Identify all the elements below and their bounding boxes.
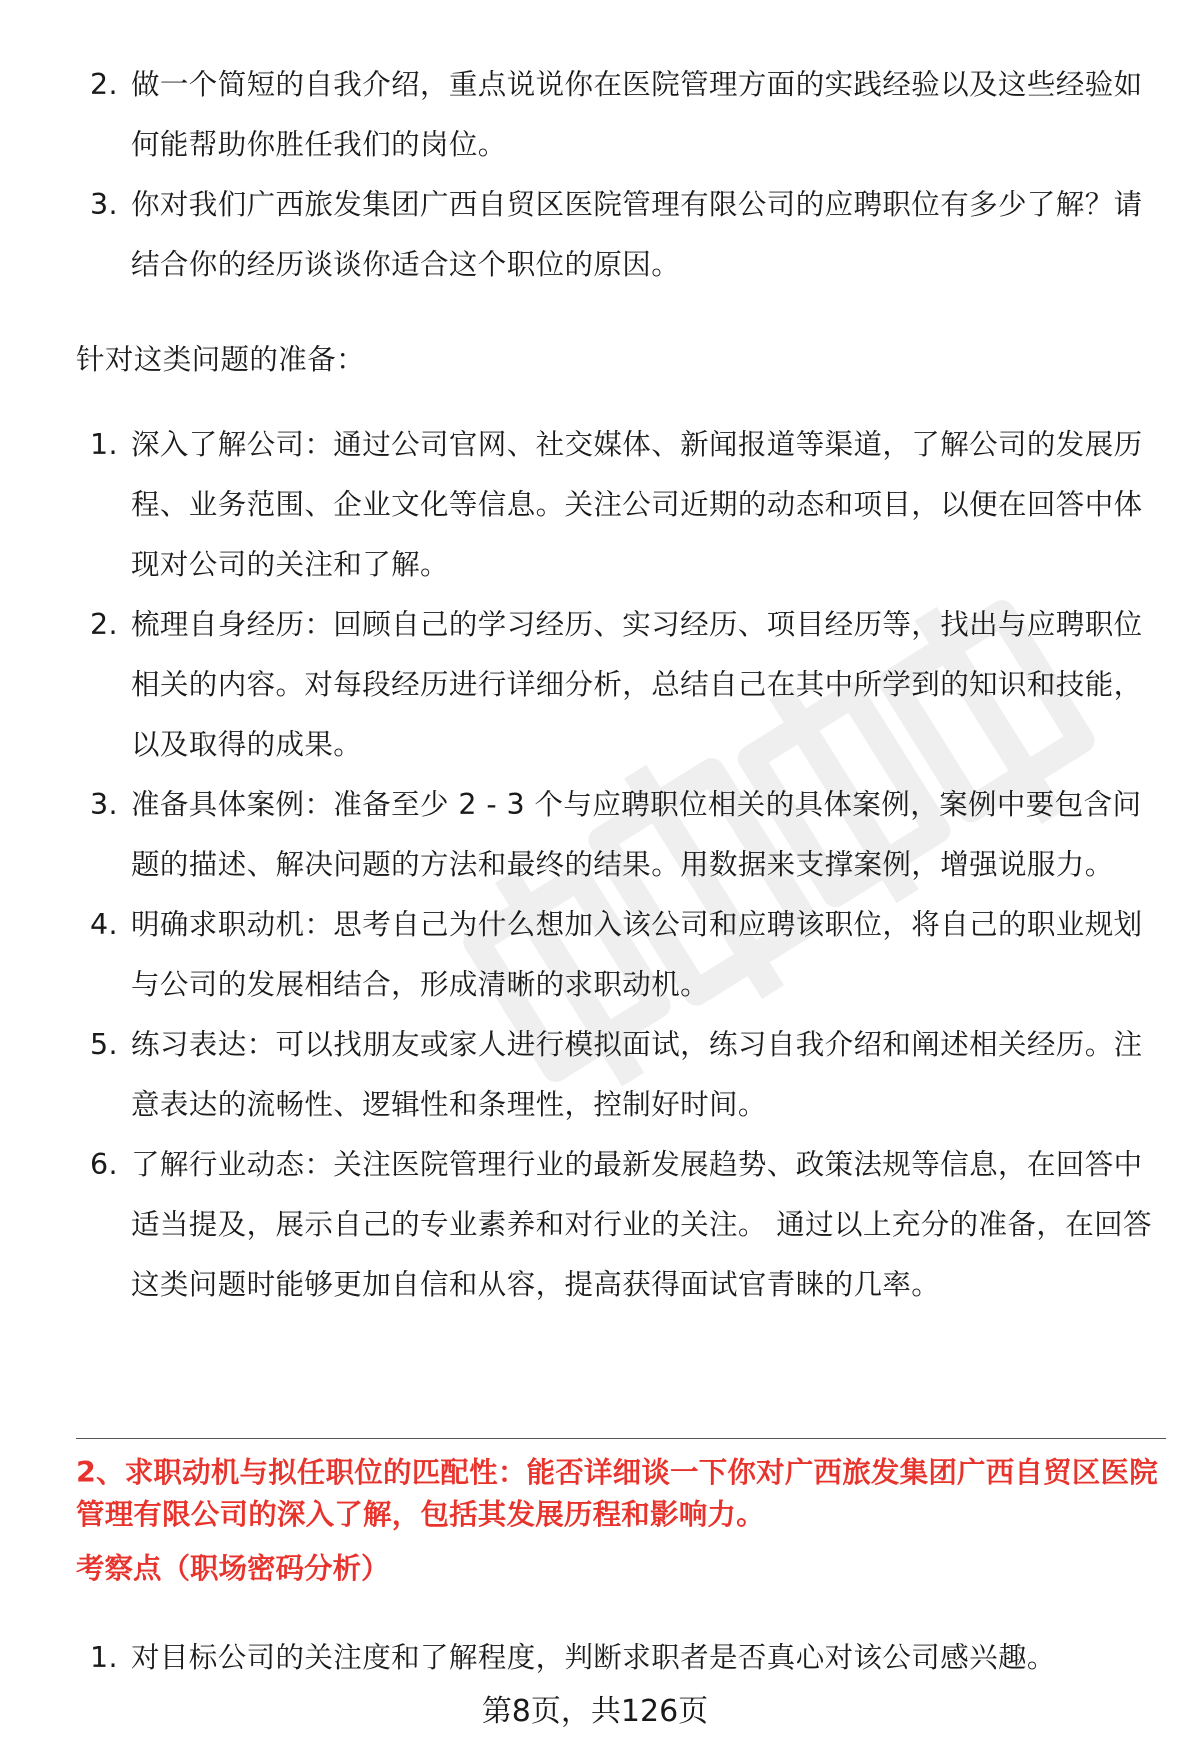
list-text: 做一个简短的自我介绍，重点说说你在医院管理方面的实践经验以及这些经验如何能帮助你胜任我们的岗位。 <box>131 68 1143 161</box>
analysis-heading: 考察点（职场密码分析） <box>76 1552 390 1585</box>
list-item <box>76 895 1166 1015</box>
list-text: 对目标公司的关注度和了解程度，判断求职者是否真心对该公司感兴趣。 <box>131 1641 1056 1674</box>
list-text: 梳理自身经历：回顾自己的学习经历、实习经历、项目经历等，找出与应聘职位相关的内容。对每段经历进行详细分析，总结自己在其中所学到的知识和技能，以及取得的成果。 <box>131 608 1143 761</box>
section-divider <box>76 1438 1166 1439</box>
list-number: 1. <box>90 428 118 461</box>
list-number: 6. <box>90 1148 118 1181</box>
list-number: 1. <box>90 1641 118 1674</box>
question-list-top <box>76 55 1166 295</box>
list-item <box>76 595 1166 775</box>
prep-list <box>76 415 1166 1315</box>
prep-heading: 针对这类问题的准备： <box>76 343 366 376</box>
list-number: 3. <box>90 188 118 221</box>
list-number: 4. <box>90 908 118 941</box>
list-item <box>76 775 1166 895</box>
list-item <box>76 1015 1166 1135</box>
list-number: 3. <box>90 788 118 821</box>
list-number: 2. <box>90 608 118 641</box>
question-heading: 2、求职动机与拟任职位的匹配性：能否详细谈一下你对广西旅发集团广西自贸区医院管理有限公司的深入了解，包括其发展历程和影响力。 <box>76 1456 1158 1531</box>
list-item <box>76 55 1166 175</box>
list-item <box>76 1135 1166 1315</box>
list-item <box>76 175 1166 295</box>
list-text: 明确求职动机：思考自己为什么想加入该公司和应聘该职位，将自己的职业规划与公司的发展相结合，形成清晰的求职动机。 <box>131 908 1143 1001</box>
list-item <box>76 1628 1166 1688</box>
list-text: 准备具体案例：准备至少 2 - 3 个与应聘职位相关的具体案例，案例中要包含问题的描述、解决问题的方法和最终的结果。用数据来支撑案例，增强说服力。 <box>131 788 1142 881</box>
list-text: 练习表达：可以找朋友或家人进行模拟面试，练习自我介绍和阐述相关经历。注意表达的流畅性、逻辑性和条理性，控制好时间。 <box>131 1028 1143 1121</box>
list-text: 深入了解公司：通过公司官网、社交媒体、新闻报道等渠道，了解公司的发展历程、业务范围、企业文化等信息。关注公司近期的动态和项目，以便在回答中体现对公司的关注和了解。 <box>131 428 1143 581</box>
list-text: 了解行业动态：关注医院管理行业的最新发展趋势、政策法规等信息，在回答中适当提及，展示自己的专业素养和对行业的关注。 通过以上充分的准备，在回答这类问题时能够更加自信和从容，提高获得面试官青睐的几率。 <box>131 1148 1152 1301</box>
list-number: 2. <box>90 68 118 101</box>
analysis-list <box>76 1628 1166 1688</box>
list-text: 你对我们广西旅发集团广西自贸区医院管理有限公司的应聘职位有多少了解？请结合你的经历谈谈你适合这个职位的原因。 <box>131 188 1143 281</box>
list-item <box>76 415 1166 595</box>
list-number: 5. <box>90 1028 118 1061</box>
page-footer: 第8页，共126页 <box>481 1694 709 1729</box>
